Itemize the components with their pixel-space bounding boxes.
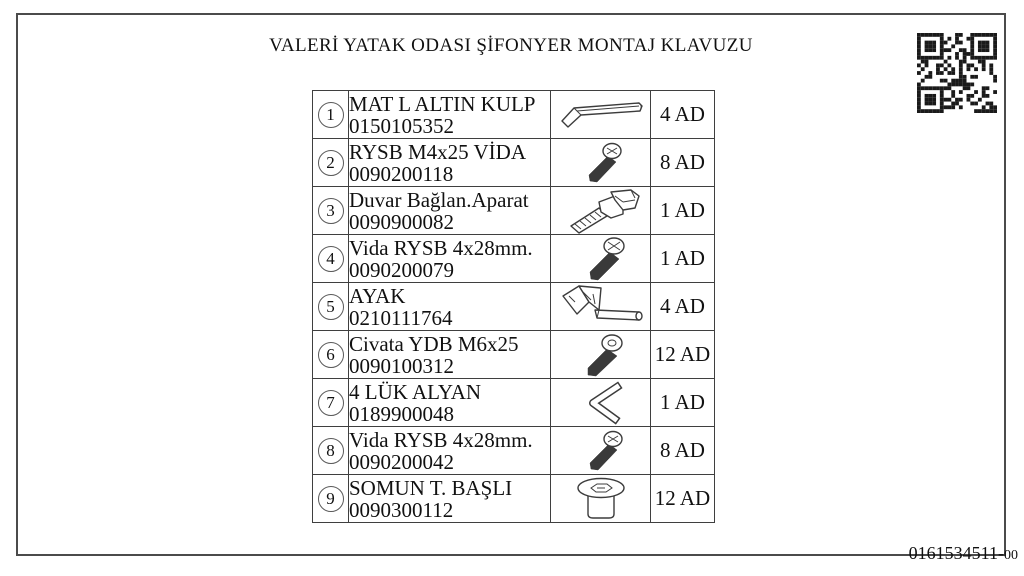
part-name: Vida RYSB 4x28mm.: [349, 235, 533, 260]
document-number-revision: 00: [1004, 548, 1018, 563]
part-name: MAT L ALTIN KULP: [349, 91, 536, 116]
allen-key-icon: [555, 381, 647, 425]
page-title: VALERİ YATAK ODASI ŞİFONYER MONTAJ KLAVUZU: [269, 35, 753, 56]
item-number: 2: [318, 150, 344, 176]
part-name: AYAK: [349, 283, 406, 308]
part-code: 0090900082: [349, 209, 454, 234]
qr-code: [916, 33, 998, 113]
item-number: 3: [318, 198, 344, 224]
item-number: 8: [318, 438, 344, 464]
table-row: [313, 283, 715, 331]
part-name: Vida RYSB 4x28mm.: [349, 427, 533, 452]
part-code: 0210111764: [349, 305, 453, 330]
handle-icon: [555, 94, 647, 136]
quantity: 1 AD: [651, 379, 715, 427]
table-row: [313, 139, 715, 187]
part-code: 0150105352: [349, 113, 454, 138]
document-number-main: 0161534511-: [908, 543, 1004, 563]
quantity: 8 AD: [651, 139, 715, 187]
item-number: 6: [318, 342, 344, 368]
parts-table: [312, 90, 715, 523]
quantity: 1 AD: [651, 235, 715, 283]
part-code: 0090200079: [349, 257, 454, 282]
item-number: 1: [318, 102, 344, 128]
part-name: 4 LÜK ALYAN: [349, 379, 482, 404]
document-number: [858, 543, 1018, 564]
item-number: 7: [318, 390, 344, 416]
part-code: 0189900048: [349, 401, 454, 426]
qr-code-svg: [916, 33, 998, 113]
table-row: [313, 379, 715, 427]
item-number: 5: [318, 294, 344, 320]
part-name: SOMUN T. BAŞLI: [349, 475, 513, 500]
part-name: Duvar Bağlan.Aparat: [349, 187, 529, 212]
quantity: 12 AD: [651, 475, 715, 523]
table-row: [313, 331, 715, 379]
table-row: [313, 427, 715, 475]
quantity: 4 AD: [651, 283, 715, 331]
part-code: 0090300112: [349, 497, 454, 522]
part-code: 0090100312: [349, 353, 454, 378]
quantity: 8 AD: [651, 427, 715, 475]
bolt-icon: [555, 332, 647, 378]
part-name: RYSB M4x25 VİDA: [349, 139, 526, 164]
quantity: 12 AD: [651, 331, 715, 379]
manual-page: [16, 13, 1018, 563]
screw-icon: [555, 429, 647, 473]
item-number: 9: [318, 486, 344, 512]
nut-icon: [555, 476, 647, 522]
wall-bracket-icon: [555, 188, 647, 234]
part-code: 0090200042: [349, 449, 454, 474]
table-row: [313, 187, 715, 235]
part-name: Civata YDB M6x25: [349, 331, 519, 356]
screw-icon: [555, 141, 647, 185]
quantity: 1 AD: [651, 187, 715, 235]
screw-icon: [555, 236, 647, 282]
leg-icon: [555, 284, 647, 330]
item-number: 4: [318, 246, 344, 272]
table-row: [313, 475, 715, 523]
table-row: [313, 235, 715, 283]
table-row: [313, 91, 715, 139]
quantity: 4 AD: [651, 91, 715, 139]
part-code: 0090200118: [349, 161, 454, 186]
